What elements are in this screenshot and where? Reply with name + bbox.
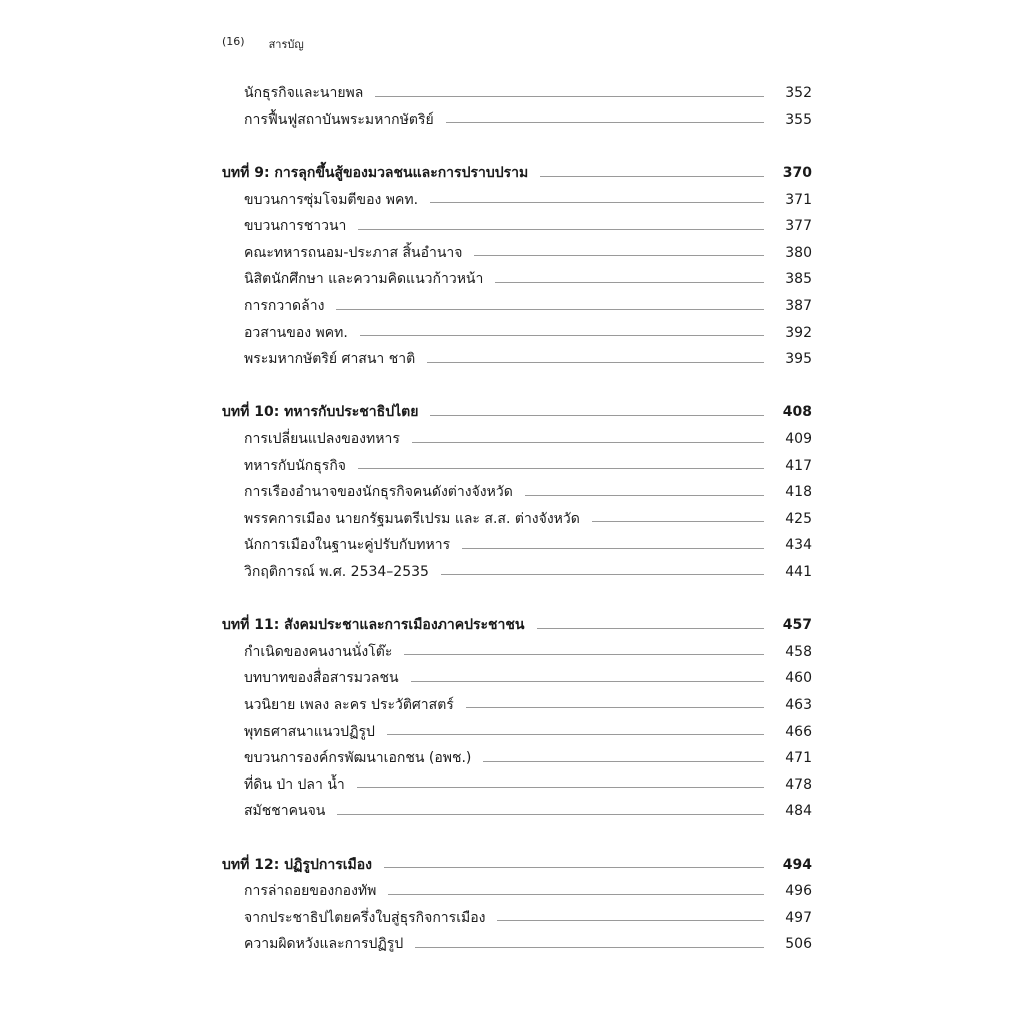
dotted-leader [540, 176, 764, 177]
dotted-leader [358, 468, 764, 469]
toc-entry-title: นวนิยาย เพลง ละคร ประวัติศาสตร์ [244, 696, 454, 713]
dotted-leader [357, 787, 764, 788]
dotted-leader [446, 122, 764, 123]
toc-entry-page: 506 [785, 936, 812, 953]
toc-entry-page: 497 [785, 909, 812, 926]
toc-entry-title: คณะทหารถนอม-ประภาส สิ้นอำนาจ [244, 244, 463, 261]
toc-entry-title: กำเนิดของคนงานนั่งโต๊ะ [244, 643, 393, 660]
toc-entry-page: 370 [782, 165, 812, 182]
toc-chapter-entry [222, 160, 812, 187]
dotted-leader [430, 202, 764, 203]
toc-entry-title: บทที่ 10: ทหารกับประชาธิปไตย [222, 404, 419, 421]
toc-entry-page: 417 [785, 457, 812, 474]
toc-entry-page: 371 [785, 191, 812, 208]
toc-entry-page: 460 [785, 670, 812, 687]
toc-section-entry [222, 931, 812, 958]
toc-entry-title: ที่ดิน ป่า ปลา น้ำ [244, 776, 345, 793]
toc-section-entry [222, 107, 812, 134]
dotted-leader [387, 734, 764, 735]
dotted-leader [466, 707, 764, 708]
toc-entry-title: การเรืองอำนาจของนักธุรกิจคนดังต่างจังหวัด [244, 484, 513, 501]
toc-section-entry [222, 293, 812, 320]
toc-entry-title: การเปลี่ยนแปลงของทหาร [244, 431, 400, 448]
dotted-leader [495, 282, 764, 283]
toc-section-entry [222, 638, 812, 665]
toc-entry-page: 409 [785, 431, 812, 448]
toc-entry-title: วิกฤติการณ์ พ.ศ. 2534–2535 [244, 563, 429, 580]
toc-entry-title: นิสิตนักศึกษา และความคิดแนวก้าวหน้า [244, 271, 484, 288]
toc-entry-page: 425 [785, 510, 812, 527]
toc-entry-title: ขบวนการซุ่มโจมตีของ พคท. [244, 191, 419, 208]
toc-chapter-entry [222, 399, 812, 426]
dotted-leader [360, 335, 764, 336]
toc-entry-title: บทที่ 9: การลุกขึ้นสู้ของมวลชนและการปราบปราม [222, 165, 529, 182]
toc-section-entry [222, 718, 812, 745]
toc-section-entry [222, 798, 812, 825]
toc-entry-title: นักธุรกิจและนายพล [244, 85, 364, 102]
toc-section-entry [222, 745, 812, 772]
toc-entry-title: บทที่ 11: สังคมประชาและการเมืองภาคประชาชน [222, 617, 525, 634]
toc-entry-page: 471 [785, 750, 812, 767]
dotted-leader [430, 415, 764, 416]
toc-section-entry [222, 904, 812, 931]
toc-entry-page: 457 [782, 617, 812, 634]
dotted-leader [388, 894, 764, 895]
toc-section-entry [222, 346, 812, 373]
dotted-leader [537, 628, 765, 629]
dotted-leader [483, 761, 764, 762]
toc-entry-page: 466 [785, 723, 812, 740]
toc-entry-page: 458 [785, 643, 812, 660]
toc-entry-page: 395 [785, 351, 812, 368]
toc-entry-title: บทที่ 12: ปฏิรูปการเมือง [222, 856, 372, 873]
section-title: สารบัญ [268, 38, 304, 51]
toc-entry-title: บทบาทของสื่อสารมวลชน [244, 670, 399, 687]
toc-section-entry [222, 878, 812, 905]
toc-entry-page: 463 [785, 696, 812, 713]
toc-section-entry [222, 665, 812, 692]
toc-section-entry [222, 266, 812, 293]
toc-chapter-entry [222, 851, 812, 878]
toc-section-entry [222, 240, 812, 267]
dotted-leader [462, 548, 764, 549]
dotted-leader [412, 442, 764, 443]
toc-entry-title: จากประชาธิปไตยครึ่งใบสู่ธุรกิจการเมือง [244, 909, 486, 926]
toc-entry-title: พระมหากษัตริย์ ศาสนา ชาติ [244, 351, 416, 368]
section-spacer [222, 585, 812, 612]
page-header [222, 35, 304, 53]
toc-entry-page: 478 [785, 776, 812, 793]
dotted-leader [337, 814, 764, 815]
toc-entry-page: 441 [785, 563, 812, 580]
dotted-leader [384, 867, 764, 868]
toc-entry-page: 484 [785, 803, 812, 820]
toc-entry-page: 494 [782, 856, 812, 873]
table-of-contents [222, 80, 812, 958]
toc-entry-title: พุทธศาสนาแนวปฏิรูป [244, 723, 375, 740]
toc-section-entry [222, 319, 812, 346]
toc-section-entry [222, 479, 812, 506]
toc-section-entry [222, 80, 812, 107]
toc-section-entry [222, 771, 812, 798]
toc-entry-page: 385 [785, 271, 812, 288]
section-spacer [222, 133, 812, 160]
dotted-leader [358, 229, 764, 230]
toc-entry-page: 434 [785, 537, 812, 554]
section-spacer [222, 825, 812, 852]
dotted-leader [497, 920, 764, 921]
toc-entry-title: การล่าถอยของกองทัพ [244, 883, 377, 900]
dotted-leader [375, 96, 764, 97]
toc-entry-page: 380 [785, 244, 812, 261]
toc-entry-page: 377 [785, 218, 812, 235]
toc-entry-title: ความผิดหวังและการปฏิรูป [244, 936, 404, 953]
toc-entry-page: 496 [785, 883, 812, 900]
toc-entry-page: 387 [785, 298, 812, 315]
toc-section-entry [222, 692, 812, 719]
toc-entry-title: อวสานของ พคท. [244, 324, 348, 341]
dotted-leader [441, 574, 764, 575]
toc-entry-title: ทหารกับนักธุรกิจ [244, 457, 346, 474]
toc-section-entry [222, 532, 812, 559]
toc-section-entry [222, 452, 812, 479]
toc-entry-page: 355 [785, 111, 812, 128]
page-number: (16) [222, 35, 245, 48]
section-spacer [222, 373, 812, 400]
dotted-leader [415, 947, 764, 948]
toc-entry-title: พรรคการเมือง นายกรัฐมนตรีเปรม และ ส.ส. ต่างจังหวัด [244, 510, 580, 527]
dotted-leader [427, 362, 764, 363]
dotted-leader [404, 654, 764, 655]
toc-entry-page: 408 [782, 404, 812, 421]
toc-entry-page: 418 [785, 484, 812, 501]
toc-section-entry [222, 559, 812, 586]
toc-entry-page: 352 [785, 85, 812, 102]
toc-entry-page: 392 [785, 324, 812, 341]
toc-entry-title: ขบวนการองค์กรพัฒนาเอกชน (อพช.) [244, 750, 472, 767]
toc-entry-title: การกวาดล้าง [244, 298, 325, 315]
toc-section-entry [222, 506, 812, 533]
dotted-leader [336, 309, 764, 310]
dotted-leader [411, 681, 764, 682]
dotted-leader [525, 495, 764, 496]
dotted-leader [474, 255, 764, 256]
dotted-leader [592, 521, 764, 522]
toc-section-entry [222, 426, 812, 453]
toc-entry-title: ขบวนการชาวนา [244, 218, 347, 235]
toc-entry-title: สมัชชาคนจน [244, 803, 326, 820]
toc-chapter-entry [222, 612, 812, 639]
toc-section-entry [222, 186, 812, 213]
toc-section-entry [222, 213, 812, 240]
toc-entry-title: การฟื้นฟูสถาบันพระมหากษัตริย์ [244, 111, 434, 128]
toc-entry-title: นักการเมืองในฐานะคู่ปรับกับทหาร [244, 537, 451, 554]
